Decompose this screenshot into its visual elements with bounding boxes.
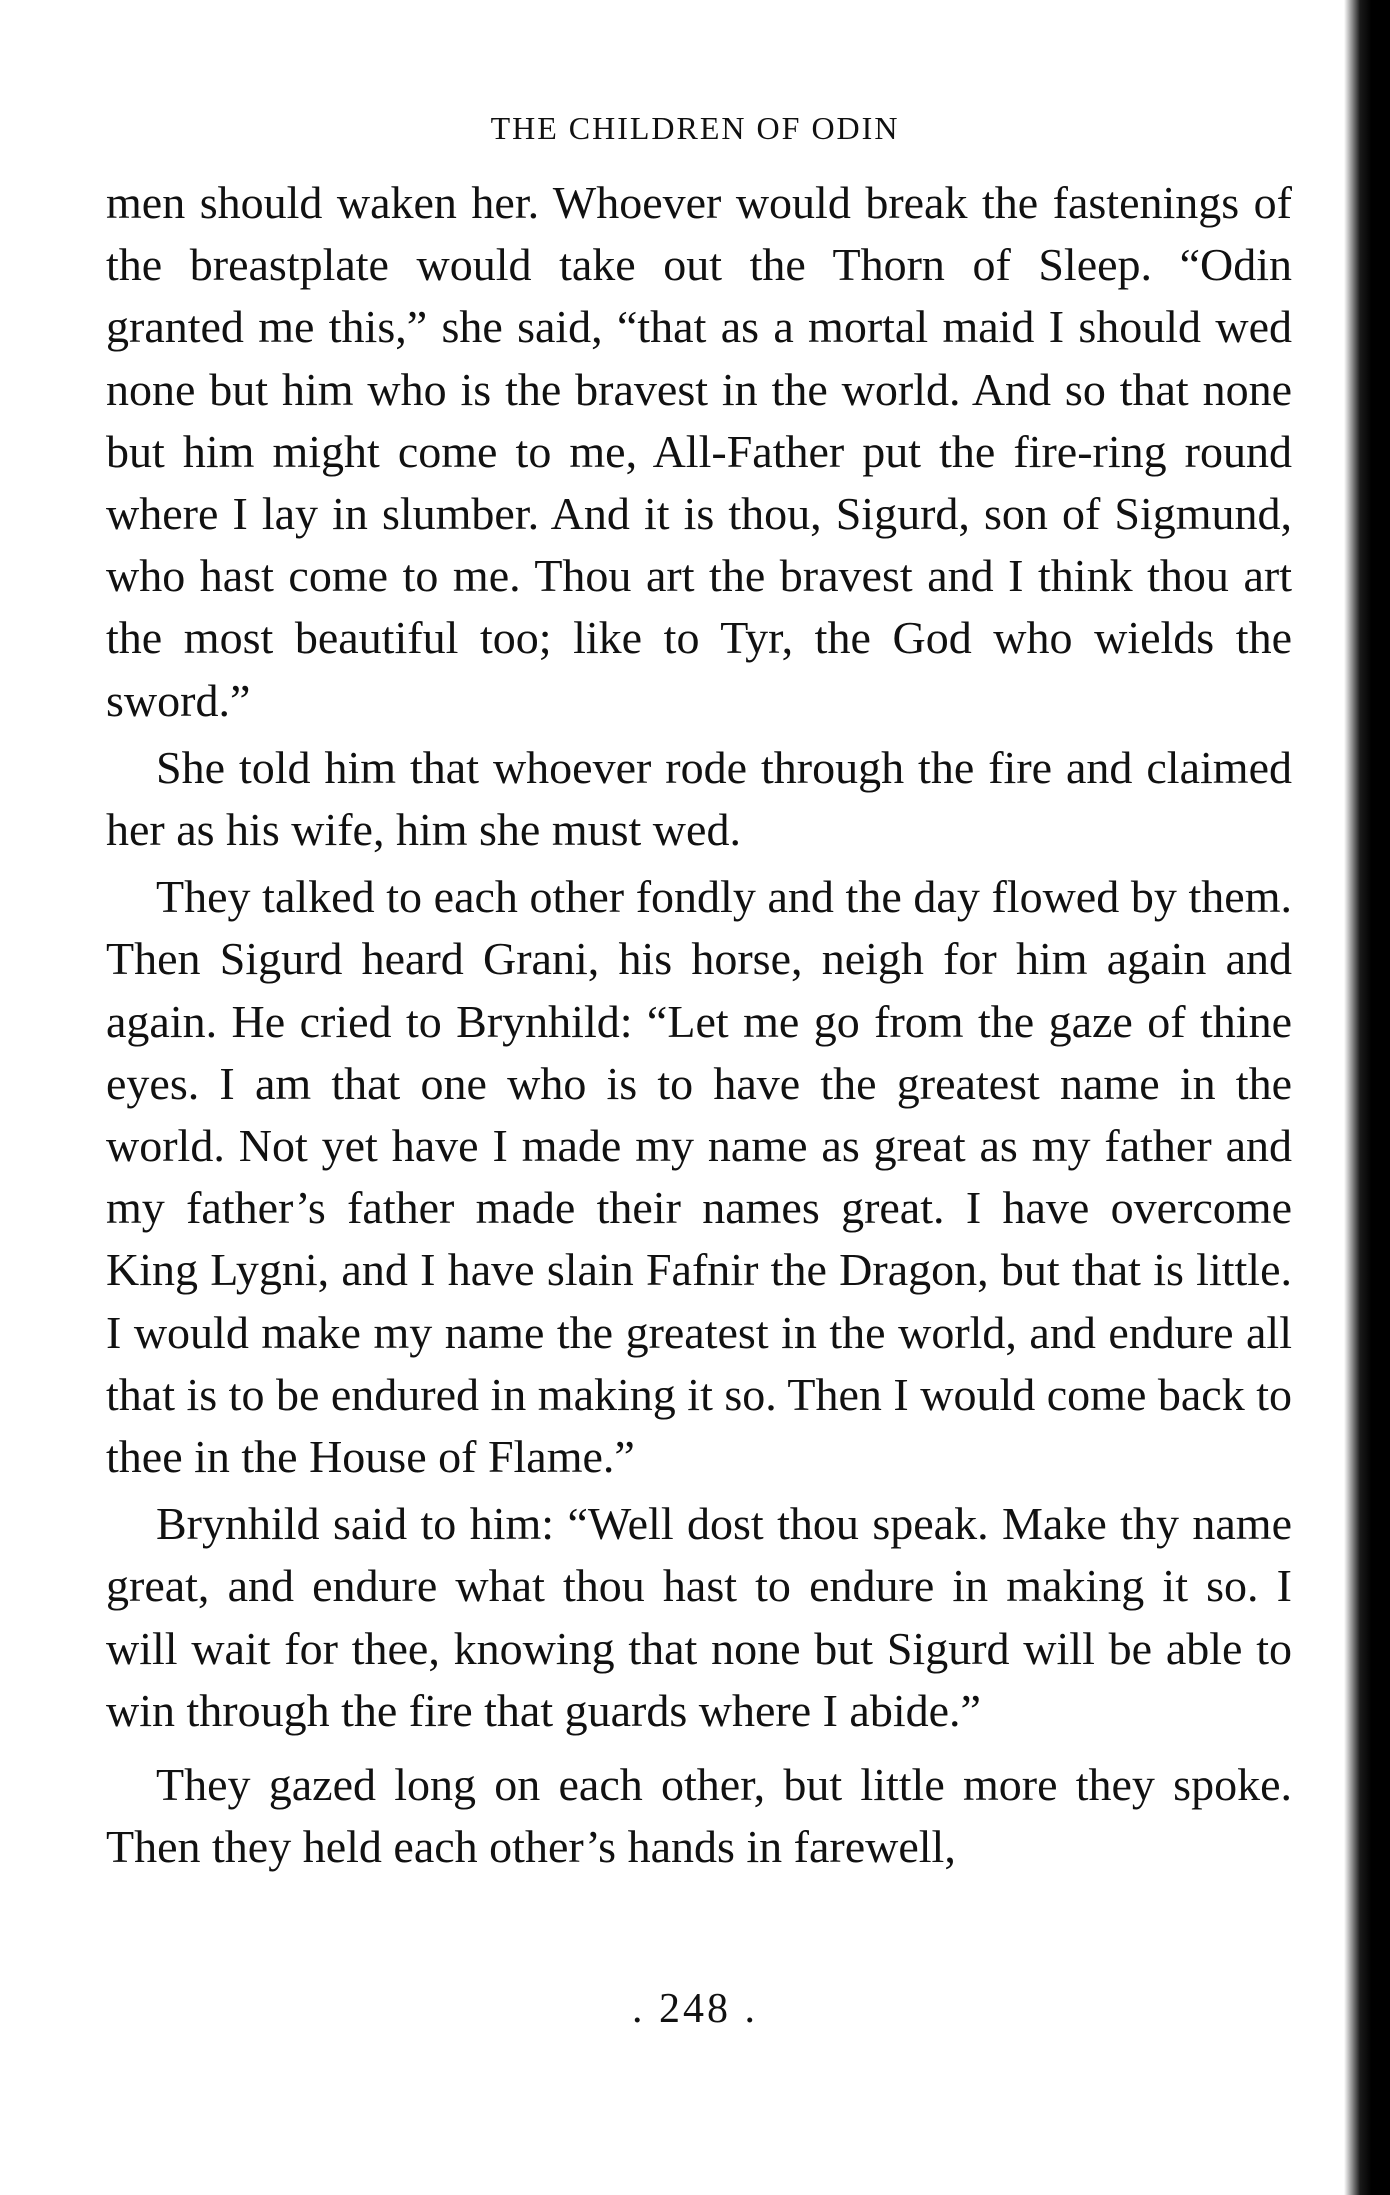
paragraph-4: Brynhild said to him: “Well dost thou speak. Make thy name great, and endure what thou hast to endure in making it so. I will wait for thee, knowing that none but Sigurd will be able to win through the fire that guards where I abide.” (106, 1498, 1292, 1736)
paragraph-2: She told him that whoever rode through the fire and claimed her as his wife, him she must wed. (106, 741, 1292, 856)
running-head: THE CHILDREN OF ODIN (490, 110, 900, 146)
paragraph-5: They gazed long on each other, but little more they spoke. Then they held each other’s hands in farewell, (106, 1759, 1292, 1873)
book-spine-shadow (1344, 0, 1390, 2195)
page-number: . 248 . (632, 1986, 758, 2032)
paragraph-1: men should waken her. Whoever would break the fastenings of the breastplate would take out the Thorn of Sleep. “Odin granted me this,” she said, “that as a mortal maid I should wed none but him who is the bravest in the world. And so that none but him might come to me, All-Father put the fire-ring round where I lay in slumber. And it is thou, Sigurd, son of Sigmund, who hast come to me. Thou art the bravest and I think thou art the most beautiful too; like to Tyr, the God who wields the sword.” (106, 177, 1292, 726)
body-text (106, 172, 1292, 1878)
paragraph-3: They talked to each other fondly and the day flowed by them. Then Sigurd heard Grani, his horse, neigh for him again and again. He cried to Brynhild: “Let me go from the gaze of thine eyes. I am that one who is to have the greatest name in the world. Not yet have I made my name as great as my father and my father’s father made their names great. I have overcome King Lygni, and I have slain Fafnir the Dragon, but that is little. I would make my name the greatest in the world, and endure all that is to be endured in making it so. Then I would come back to thee in the House of Flame.” (106, 871, 1292, 1483)
